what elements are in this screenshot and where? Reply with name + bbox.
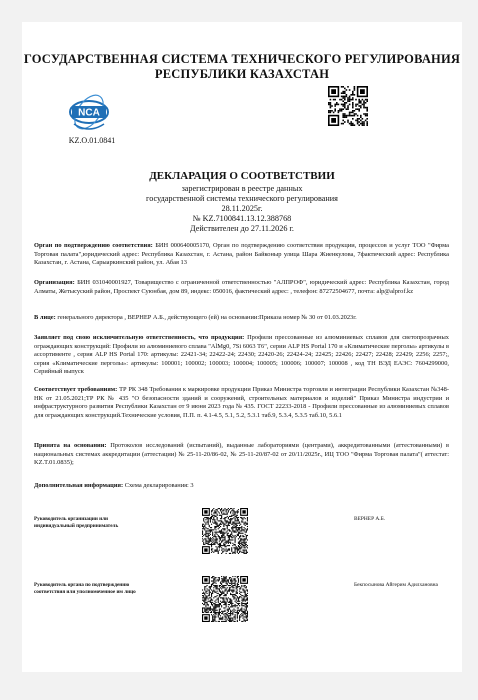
declaration-page <box>22 22 462 672</box>
registration-date: 28.11.2025г. <box>221 204 263 213</box>
header-line-1: ГОСУДАРСТВЕННАЯ СИСТЕМА ТЕХНИЧЕСКОГО РЕГУЛИРОВАНИЯ <box>23 52 461 66</box>
extra-info-section <box>34 482 449 491</box>
registry-line-2: государственной системы технического регулирования <box>146 194 338 203</box>
person-label: В лице: <box>34 314 56 321</box>
organization-label: Организация: <box>34 279 75 286</box>
logo-code: KZ.O.01.0841 <box>68 136 116 145</box>
organ-text: БИН 000640005170, Орган по подтверждению соответствия продукции, процессов и услуг ТОО "Фирма Торговая палата",юридический адрес: Республика Казахстан, г. Астана, район Байконыр улица Шара Жиенкулова, 7фактический адрес: Республика Казахстан, г. Астана, Сарыаркинский район, ул. Абая 13 <box>34 242 449 267</box>
extra-info-text: Схема декларирования: 3 <box>124 482 194 489</box>
product-label: Заявляет под свою исключительную ответственность, что продукция: <box>34 334 245 341</box>
person-text: генерального директора , ВЕРНЕР А.Б., действующего (ей) на основании:Приказа номер № 30 от 01.03.2023г. <box>57 314 357 321</box>
head-name: ВЕРНЕР А.Б. <box>354 516 386 522</box>
header-line-2: РЕСПУБЛИКИ КАЗАХСТАН <box>154 67 330 81</box>
requirements-text: ТР РК 348 Требования к маркировке продукции Приказ Министра торговли и интеграции Республики Казахстан №348- НК от 21.05.2021;ТР РК № 435 "О безопасности зданий и сооружений, строительных материалов и изделий" Приказ Министра индустрии и инфраструктурного развития Республики Казахстан от 9 июня 2023 года № 435. ГОСТ 22233-2018 - Профили прессованные из алюминиевых сплавов для ограждающих конструкций.Технические условия, П.П. п. 4.1-4.5, 5.1, 5.2, 5.3.1 таб.9, 5.3.4, 5.3.5 таб.10, 5.6.1 <box>34 386 449 419</box>
organ-label: Орган по подтверждению соответствия: <box>34 242 153 249</box>
extra-info-label: Дополнительная информация: <box>34 482 124 489</box>
basis-label: Принята на основании: <box>34 442 107 449</box>
organ-section <box>34 242 449 268</box>
requirements-section <box>34 386 449 420</box>
qr-code-icon <box>328 86 368 126</box>
declaration-info <box>22 184 462 234</box>
organ-head-label: Руководитель органа по подтверждению соответствия или уполномоченное им лицо <box>34 582 136 595</box>
organization-section <box>34 279 449 296</box>
product-text: Профили прессованные из алюминиевых сплавов для светопрозрачных ограждающих конструкций: Профили из алюминиевого сплава "AlMg0, 7Si 6063 T6", серии ALP HS Portal 170 и «Климатические перголы» артикулы в ассортименте , серия ALP HS Portal 170: артикулы: 22421-34; 22422-24; 22430; 22420-26; 22424-24; 22425; 22426; 22427; 22428; 22429; 2256; 2257;, серия «Климатические перголы»: артикулы: 100001; 100002; 100003; 100004; 100005; 100006; 100007; 100008 , код ТН ВЭД ЕАЭС: 7604299000, Серийный выпуск <box>34 334 449 376</box>
declaration-number: № KZ.7100841.13.12.388768 <box>192 214 292 223</box>
declaration-title: ДЕКЛАРАЦИЯ О СООТВЕТСТВИИ <box>149 170 335 182</box>
organization-text: БИН 031040001927, Товарищество с ограниченной ответственностью "АЛПРОФ", юридический адрес: Республика Казахстан, город Алматы, Жетысуский район, Проспект Суюнбая, дом 89, индекс: 050016, фактический адрес: , телефон: 87272504677, почта: alp@alprof.kz <box>34 279 449 295</box>
signature-qr-icon <box>202 576 248 622</box>
requirements-label: Соответствует требованиям: <box>34 386 118 393</box>
registry-line-1: зарегистрирован в реестре данных <box>181 184 303 193</box>
organ-head-name: Бекпосынова Айгерим Адилхановна <box>354 582 438 588</box>
person-section <box>34 314 449 323</box>
signature-qr-icon <box>202 508 248 554</box>
logo-text: NCA <box>78 107 100 119</box>
head-label: Руководитель организации или индивидуальный предприниматель <box>34 516 119 529</box>
header-title <box>22 52 462 82</box>
product-section <box>34 334 449 377</box>
basis-text: Протоколов исследований (испытаний), выданные лабораториями (центрами), аккредитованными (аттестованными) в национальных системах аккредитации (аттестации) № 25-11-20/86-02, № 25-11-20/87-02 от 20/11/2025г., ИЦ ТОО "Фирма Торговая палата"( аттестат: KZ.T.01.0835); <box>34 442 449 467</box>
validity-date: Действителен до 27.11.2026 г. <box>190 224 294 233</box>
basis-section <box>34 442 449 468</box>
nca-emblem-icon <box>66 88 112 134</box>
